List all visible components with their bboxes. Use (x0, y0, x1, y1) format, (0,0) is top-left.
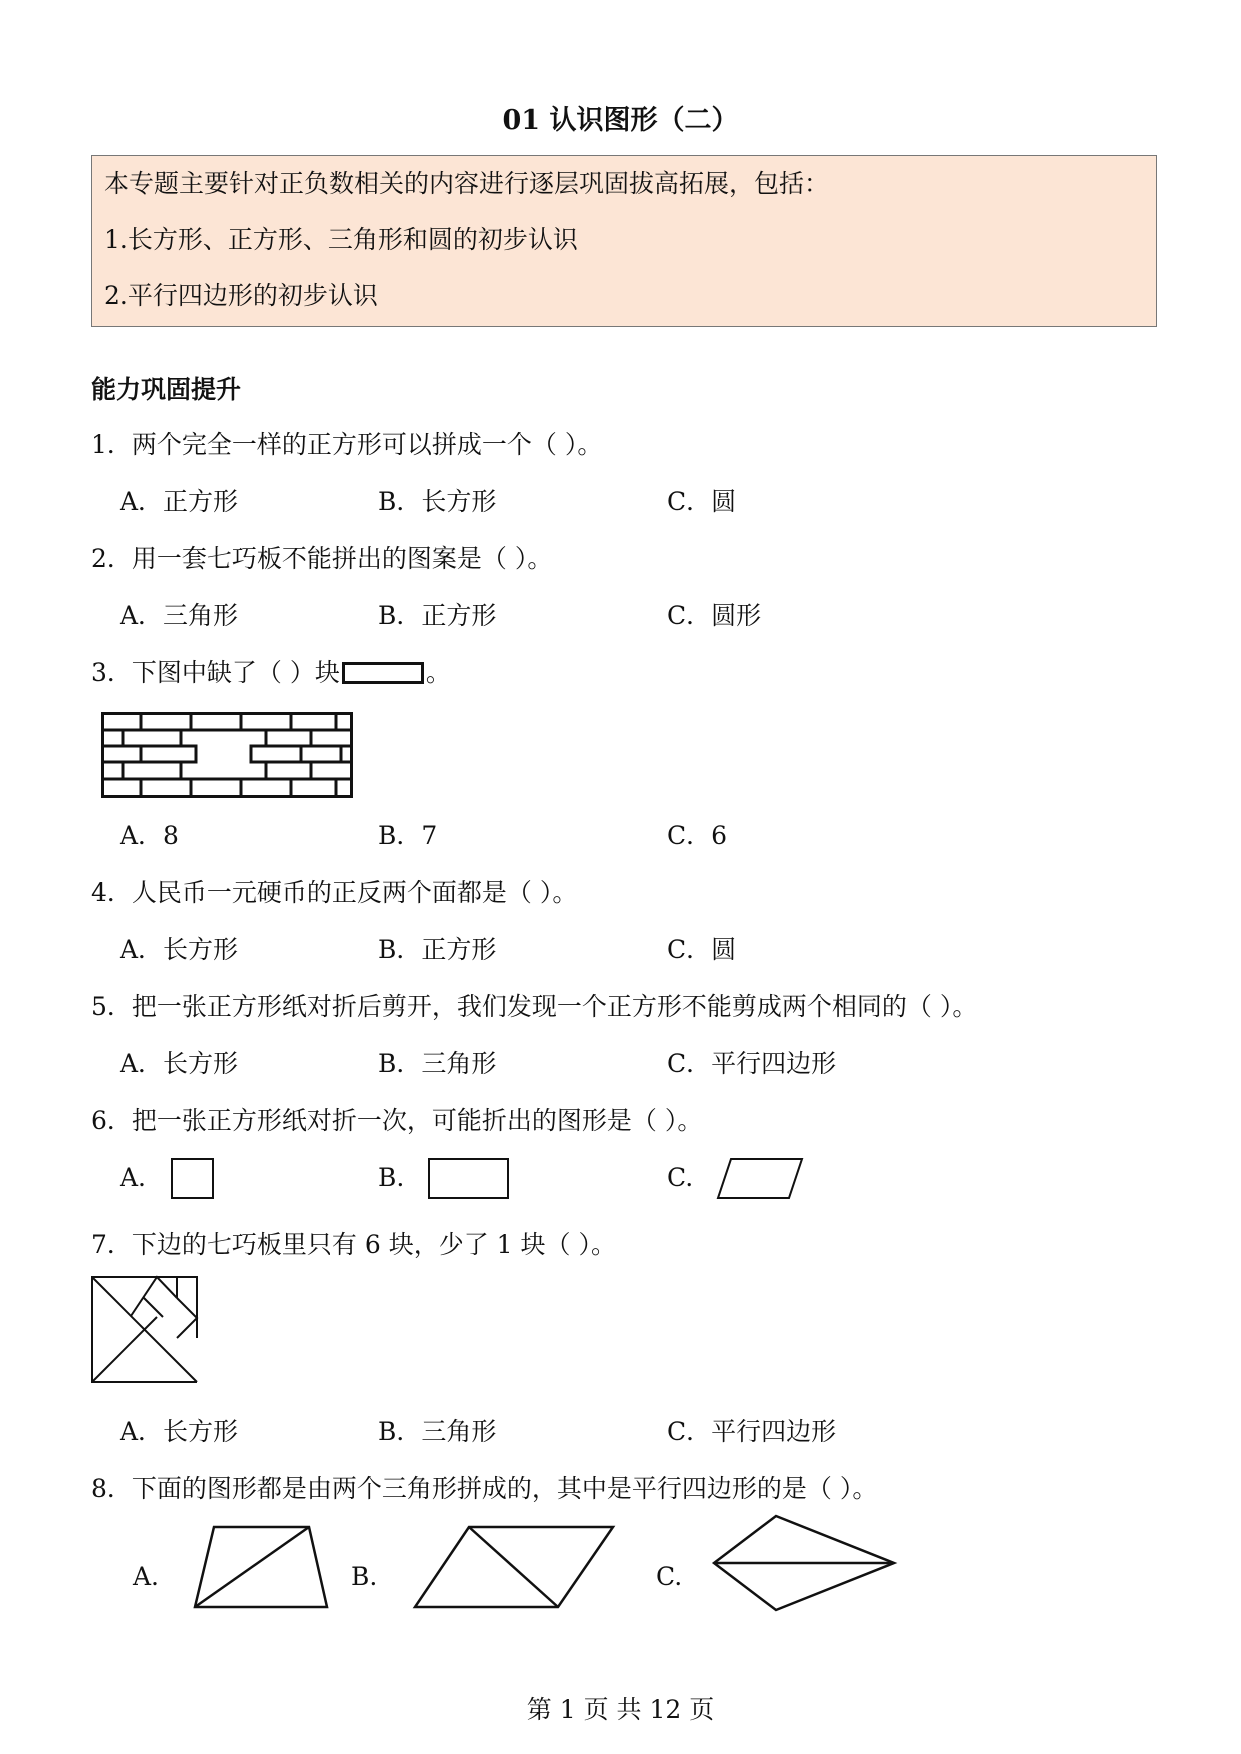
square-shape-icon (171, 1158, 215, 1200)
question-3 (91, 653, 451, 689)
question-7-option-a: A．长方形 (120, 1417, 239, 1446)
rectangle-shape-icon (428, 1158, 510, 1200)
parallelogram-shape-icon (717, 1158, 803, 1200)
question-1-option-b: B．长方形 (378, 487, 497, 516)
question-5-option-a: A．长方形 (120, 1049, 239, 1078)
intro-line: 本专题主要针对正负数相关的内容进行逐层巩固拔高拓展，包括： (104, 169, 830, 198)
brick-wall-figure (101, 712, 353, 798)
intro-box (91, 155, 1157, 327)
question-2-option-c: C．圆形 (667, 601, 762, 630)
question-5-option-b: B．三角形 (378, 1049, 497, 1078)
question-3-option-b: B．7 (378, 821, 438, 850)
question-7: 7．下边的七巧板里只有 6 块，少了 1 块（ ）。 (91, 1230, 616, 1259)
question-8-option-c: C. (656, 1562, 683, 1591)
question-7-option-c: C．平行四边形 (667, 1417, 837, 1446)
question-4-option-c: C．圆 (667, 935, 737, 964)
question-5-option-c: C．平行四边形 (667, 1049, 837, 1078)
question-7-option-b: B．三角形 (378, 1417, 497, 1446)
trapezoid-two-triangles-figure (193, 1525, 329, 1609)
brick-icon (342, 662, 424, 684)
question-8: 8．下面的图形都是由两个三角形拼成的，其中是平行四边形的是（ ）。 (91, 1474, 878, 1503)
question-6-option-c: C. (667, 1163, 694, 1192)
question-5: 5．把一张正方形纸对折后剪开，我们发现一个正方形不能剪成两个相同的（ ）。 (91, 992, 978, 1021)
question-2: 2．用一套七巧板不能拼出的图案是（ ）。 (91, 544, 553, 573)
intro-line: 1.长方形、正方形、三角形和圆的初步认识 (104, 225, 578, 254)
question-8-option-b: B. (351, 1562, 378, 1591)
kite-two-triangles-figure (712, 1514, 896, 1612)
question-3-stem-end: 。 (425, 658, 451, 687)
question-1-option-c: C．圆 (667, 487, 737, 516)
intro-line: 2.平行四边形的初步认识 (104, 281, 378, 310)
question-1-option-a: A．正方形 (120, 487, 239, 516)
page-title: 01 认识图形（二） (502, 105, 739, 136)
page-footer: 第 1 页 共 12 页 (526, 1695, 715, 1724)
tangram-figure (91, 1276, 201, 1384)
parallelogram-two-triangles-figure (413, 1525, 615, 1609)
question-8-option-a: A. (133, 1562, 160, 1591)
question-4-option-b: B．正方形 (378, 935, 497, 964)
question-2-option-b: B．正方形 (378, 601, 497, 630)
question-4-option-a: A．长方形 (120, 935, 239, 964)
question-6: 6．把一张正方形纸对折一次，可能折出的图形是（ ）。 (91, 1106, 703, 1135)
question-4: 4．人民币一元硬币的正反两个面都是（ ）。 (91, 878, 578, 907)
question-1: 1．两个完全一样的正方形可以拼成一个（ ）。 (91, 430, 603, 459)
section-title: 能力巩固提升 (91, 375, 242, 404)
question-6-option-b: B. (378, 1163, 405, 1192)
question-3-option-c: C．6 (667, 821, 728, 850)
question-2-option-a: A．三角形 (120, 601, 239, 630)
question-6-option-a: A. (120, 1163, 147, 1192)
question-3-option-a: A．8 (120, 821, 179, 850)
question-3-stem: 3．下图中缺了（ ）块 (91, 658, 340, 687)
